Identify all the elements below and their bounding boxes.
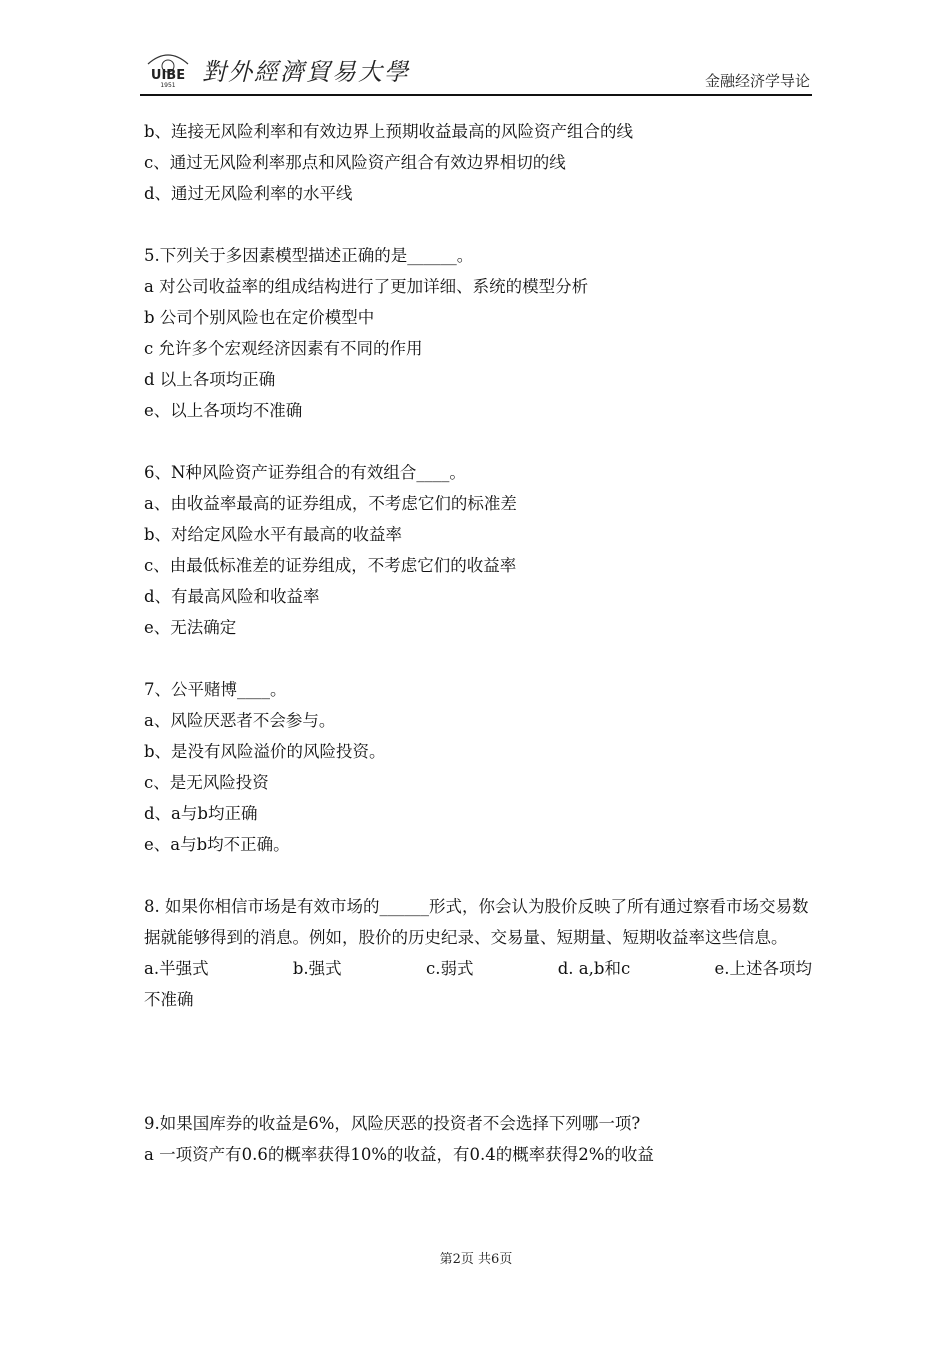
option-line: b 公司个别风险也在定价模型中: [144, 308, 375, 327]
option-line: a、由收益率最高的证券组成，不考虑它们的标准差: [144, 494, 517, 513]
university-name: 對外經濟貿易大學: [202, 58, 410, 86]
option-line: a 一项资产有0.6的概率获得10%的收益，有0.4的概率获得2%的收益: [144, 1145, 654, 1164]
option-line: b、连接无风险利率和有效边界上预期收益最高的风险资产组合的线: [144, 122, 634, 141]
question-stem: 6、N种风险资产证券组合的有效组合____。: [144, 463, 466, 482]
option-line: d、通过无风险利率的水平线: [144, 184, 353, 203]
page-header: [140, 38, 812, 96]
option-line: b、对给定风险水平有最高的收益率: [144, 525, 403, 544]
option-line: c、通过无风险利率那点和风险资产组合有效边界相切的线: [144, 153, 566, 172]
question-stem: 8. 如果你相信市场是有效市场的______形式，你会认为股价反映了所有通过察看市场交易数据就能够得到的消息。例如，股价的历史纪录、交易量、短期量、短期收益率这些信息。: [144, 897, 809, 947]
option-line: b.强式: [292, 959, 342, 978]
option-line: e、以上各项均不准确: [144, 401, 303, 420]
option-line: d、有最高风险和收益率: [144, 587, 320, 606]
question-stem: 9.如果国库券的收益是6%，风险厌恶的投资者不会选择下列哪一项?: [144, 1114, 641, 1133]
option-line: a、风险厌恶者不会参与。: [144, 711, 336, 730]
question-stem: 7、公平赌博____。: [144, 680, 287, 699]
option-line: c、是无风险投资: [144, 773, 269, 792]
option-line: b、是没有风险溢价的风险投资。: [144, 742, 386, 761]
option-line: d、a与b均正确: [144, 804, 258, 823]
option-continuation: 不准确: [144, 990, 194, 1009]
option-line: c 允许多个宏观经济因素有不同的作用: [144, 339, 423, 358]
option-row: [144, 953, 812, 984]
page-number: 第2页 共6页: [439, 1252, 513, 1267]
option-line: d 以上各项均正确: [144, 370, 276, 389]
question-stem: 5.下列关于多因素模型描述正确的是______。: [144, 246, 474, 265]
logo-text: UIBE: [150, 68, 186, 83]
option-line: d. a,b和c: [557, 959, 631, 978]
document-body: [144, 116, 812, 1170]
option-line: c、由最低标准差的证券组成，不考虑它们的收益率: [144, 556, 517, 575]
course-title: 金融经济学导论: [704, 72, 810, 90]
option-line: c.弱式: [425, 959, 474, 978]
logo-year: 1951: [160, 82, 176, 88]
option-line: e.上述各项均: [714, 959, 812, 978]
university-logo-icon: [142, 48, 194, 88]
option-line: a 对公司收益率的组成结构进行了更加详细、系统的模型分析: [144, 277, 589, 296]
option-line: e、a与b均不正确。: [144, 835, 290, 854]
option-line: a.半强式: [144, 959, 209, 978]
option-line: e、无法确定: [144, 618, 237, 637]
